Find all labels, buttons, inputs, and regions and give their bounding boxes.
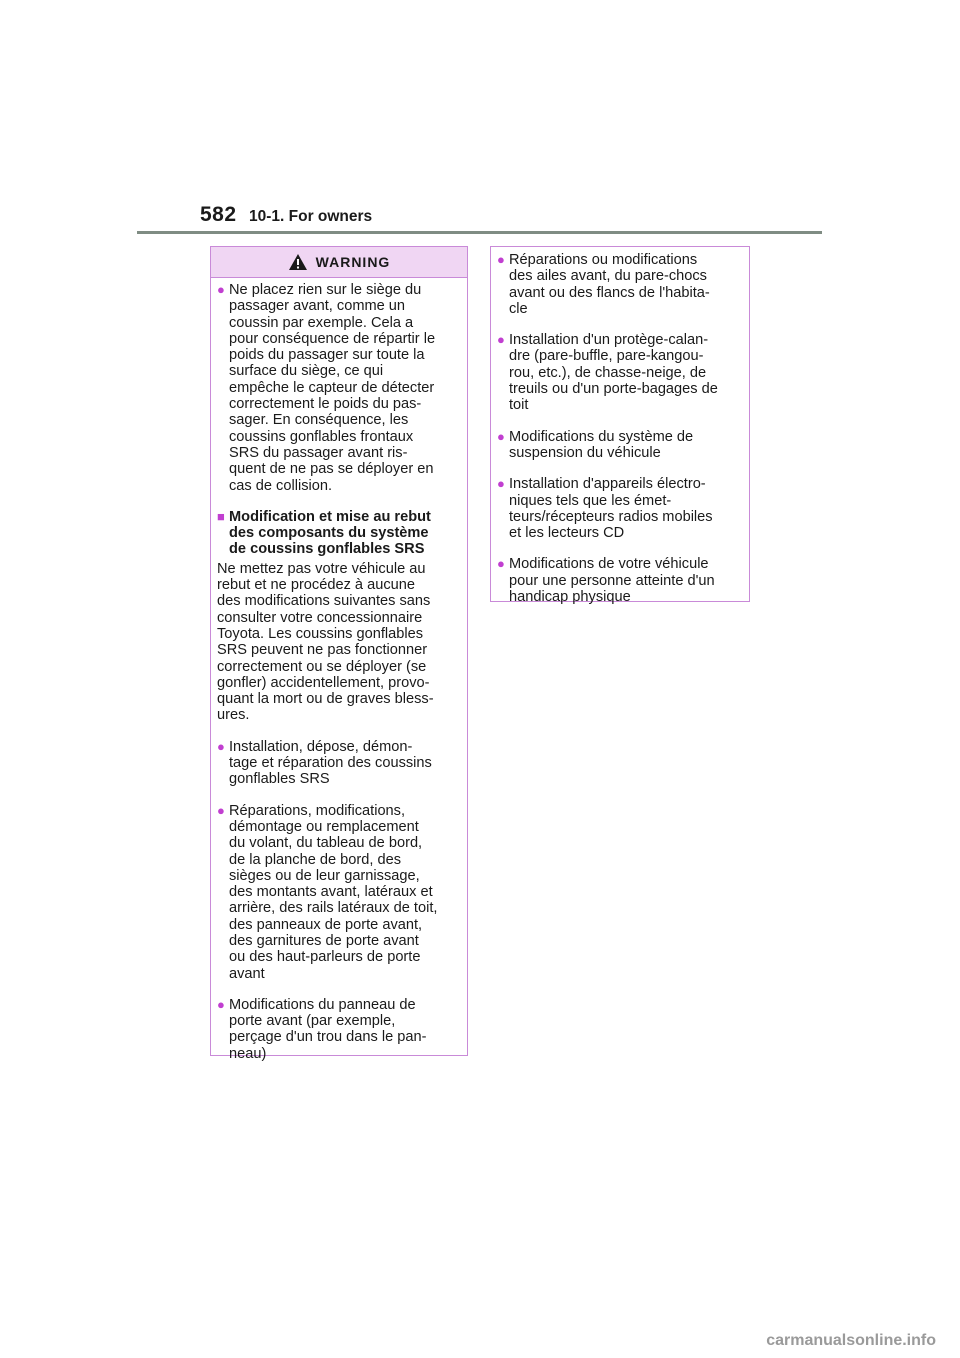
warning-header [211,247,467,278]
section-title: 10-1. For owners [249,208,373,225]
list-item [497,429,743,462]
warning-continued-body [491,247,749,605]
warning-title: WARNING [315,254,391,270]
list-item-text: Réparations ou modifications des ailes avant, du pare-chocs avant ou des flancs de l'habita- cle [509,252,710,317]
list-item [497,476,743,541]
list-item [217,282,461,494]
page-number: 582 [200,203,237,226]
subheading [217,509,461,558]
paragraph: Ne mettez pas votre véhicule au rebut et ne procédez à aucune des modifications suivantes sans consulter votre concessionnaire Toyota. Les coussins gonflables SRS peuvent ne pas fonctionner correctement ou se déployer (se gonfler) accidentellement, provo- quant la mort ou de graves bless- ures. [217,560,434,724]
warning-triangle-icon [288,253,308,271]
bullet-dot-icon: ● [217,996,225,1012]
list-item-text: Modifications de votre véhicule pour une personne atteinte d'un handicap physique [509,556,715,606]
list-item-text: Modifications du panneau de porte avant (par exemple, perçage d'un trou dans le pan- neau) [229,996,427,1062]
bullet-dot-icon: ● [217,802,225,818]
bullet-dot-icon: ● [497,252,505,267]
header-rule [137,231,822,234]
bullet-dot-icon: ● [497,476,505,492]
list-item-text: Installation d'un protège-calan- dre (pare-buffle, pare-kangou- rou, etc.), de chasse-neige, de treuils ou d'un porte-bagages de toit [509,332,718,414]
list-item [217,803,461,982]
list-item [217,739,461,788]
list-item [217,997,461,1062]
list-item [497,556,743,605]
list-item-text: Réparations, modifications, démontage ou remplacement du volant, du tableau de bord, de la planche de bord, des sièges ou de leur garnissage, des montants avant, latéraux et arrière, des rails latéraux de toit, des panneaux de porte avant, des garnitures de porte avant ou des haut-parleurs de porte avant [229,802,438,982]
bullet-dot-icon: ● [497,556,505,572]
warning-body [211,278,467,1062]
list-item-text: Installation d'appareils électro- niques tels que les émet- teurs/récepteurs radios mobiles et les lecteurs CD [509,476,713,542]
list-item [497,252,743,317]
list-item-text: Ne placez rien sur le siège du passager avant, comme un coussin par exemple. Cela a pour conséquence de répartir le poids du passager sur toute la surface du siège, ce qui empêche le capteur de détecter correctement le poids du pas- sager. En conséquence, les coussins gonflables frontaux SRS du passager avant ris- quent de ne pas se déployer en cas de collision. [229,282,436,494]
watermark-logo: carmanualsonline.info [766,1332,936,1349]
bullet-dot-icon: ● [217,738,225,754]
list-item-text: Modifications du système de suspension du véhicule [509,428,694,461]
square-bullet-icon: ■ [217,508,225,524]
bullet-dot-icon: ● [497,428,505,444]
bullet-dot-icon: ● [497,332,505,348]
bullet-dot-icon: ● [217,282,225,297]
subheading-text: Modification et mise au rebut des composants du système de coussins gonflables SRS [229,508,431,558]
warning-continued-box [490,246,750,606]
list-item-text: Installation, dépose, démon- tage et réparation des coussins gonflables SRS [229,738,432,788]
warning-box [210,246,468,1062]
list-item [497,332,743,413]
